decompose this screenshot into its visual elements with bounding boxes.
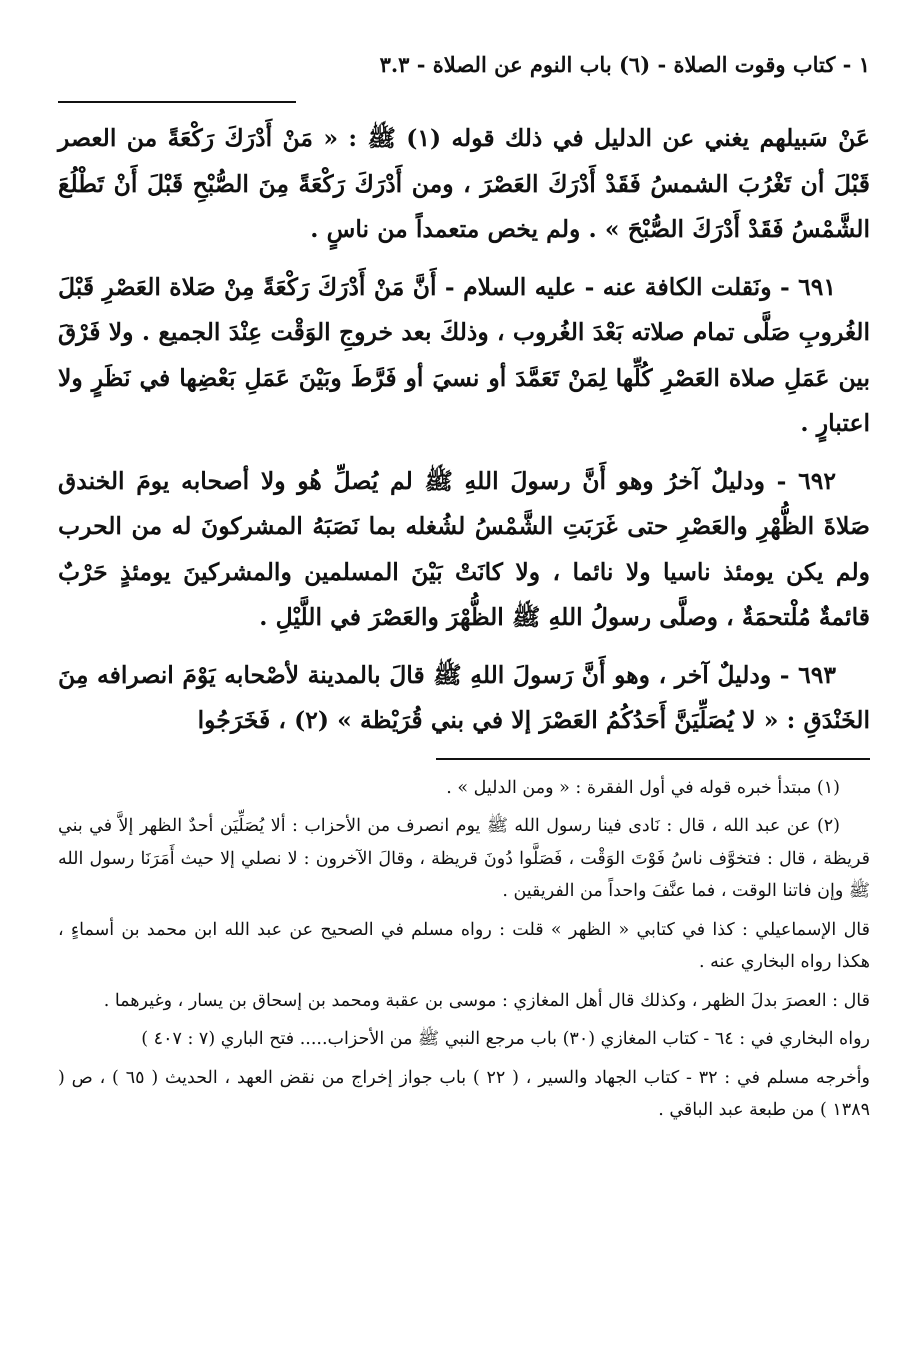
footnote-2: (٢) عن عبد الله ، قال : نَادى فينا رسول الله ﷺ يوم انصرف من الأحزاب : ألا يُصَلِّيَن أحدٌ الظهر إلاَّ في بني قريظة ، قال : فتخوَّف ناسُ فَوْتَ الوَقْت ، فَصَلَّوا دُونَ قريظة ، وقالَ الآخرون : لا نصلي إلا حيث أَمَرَنَا رسول الله ﷺ وإن فاتنا الوقت ، فما عنَّفَ واحداً من الفريقين . — [58, 816, 870, 901]
footnote-2-muslim: وأخرجه مسلم في : ٣٢ - كتاب الجهاد والسير ، ( ٢٢ ) باب جواز إخراج من نقض العهد ، الحديث ( ٦٥ ) ، ص ( ١٣٨٩ ) من طبعة عبد الباقي . — [58, 1067, 870, 1120]
footnote-rule — [436, 758, 870, 760]
paragraph-continuation: عَنْ سَبيلهم يغني عن الدليل في ذلك قوله (١) ﷺ : « مَنْ أَدْرَكَ رَكْعَةً من العصر قَبْلَ أن تَغْرُبَ الشمسُ فَقَدْ أَدْرَكَ العَصْرَ ، ومن أَدْرَكَ رَكْعَةً مِنَ الصُّبْحِ قَبْلَ أَنْ تَطْلُعَ الشَّمْسُ فَقَدْ أَدْرَكَ الصُّبْحَ » . ولم يخص متعمداً من ناسٍ . — [58, 124, 870, 243]
footnote-1: (١) مبتدأ خبره قوله في أول الفقرة : « ومن الدليل » . — [446, 777, 840, 798]
running-title: ١ - كتاب وقوت الصلاة - (٦) باب النوم عن الصلاة - ٣.٣ — [379, 52, 870, 77]
paragraph-692: ٦٩٢ - ودليلٌ آخرُ وهو أَنَّ رسولَ اللهِ ﷺ لم يُصلِّ هُو ولا أصحابه يومَ الخندق صَلاةَ الظُّهْرِ والعَصْرِ حتى غَرَبَتِ الشَّمْسُ لشُغله بما نَصَبَهُ المشركونَ له من الحرب ولم يكن يومئذ ناسيا ولا نائما ، ولا كانَتْ بَيْنَ المسلمين والمشركينَ يومئذٍ حَرْبٌ قائمةٌ مُلْتحمَةٌ ، وصلَّى رسولُ اللهِ ﷺ الظُّهْرَ والعَصْرَ في اللَّيْلِ . — [58, 466, 870, 631]
paragraph-691: ٦٩١ - ونَقلت الكافة عنه - عليه السلام - أَنَّ مَنْ أَدْرَكَ رَكْعَةً مِنْ صَلاة العَصْرِ قَبْلَ الغُروبِ صَلَّى تمام صلاته بَعْدَ الغُروب ، وذلكَ بعد خروجِ الوَقْت عِنْدَ الجميع . ولا فَرْقَ بين عَمَلِ صلاة العَصْرِ كُلِّها لِمَنْ تَعَمَّدَ أو نسيَ أو فَرَّطَ وبَيْنَ عَمَلِ بَعْضِها في نَظَرٍ ولا اعتبارٍ . — [58, 272, 870, 437]
footnote-2-maghazi: قال : العصرَ بدلَ الظهر ، وكذلك قال أهل المغازي : موسى بن عقبة ومحمد بن إسحاق بن يسار ، وغيرهما . — [103, 990, 870, 1011]
paragraph-693: ٦٩٣ - ودليلٌ آخر ، وهو أَنَّ رَسولَ اللهِ ﷺ قالَ بالمدينة لأصْحابه يَوْمَ انصرافه مِنَ الخَنْدَقِ : « لا يُصَلِّيَنَّ أَحَدُكُمُ العَصْرَ إلا في بني قُرَيْظة » (٢) ، فَخَرَجُوا — [58, 660, 870, 734]
book-page — [58, 44, 870, 1334]
footnotes — [58, 772, 870, 1127]
footnote-2-bukhari: رواه البخاري في : ٦٤ - كتاب المغازي (٣٠) باب مرجع النبي ﷺ من الأحزاب..... فتح الباري (٧ : ٤٠٧ ) — [141, 1029, 870, 1049]
main-text — [58, 116, 870, 744]
page-header — [58, 44, 870, 96]
footnote-2-ismaili: قال الإسماعيلي : كذا في كتابي « الظهر » قلت : رواه مسلم في الصحيح عن عبد الله ابن محمد بن أسماءٍ ، هكذا رواه البخاري عنه . — [58, 919, 870, 972]
header-rule — [58, 101, 296, 103]
